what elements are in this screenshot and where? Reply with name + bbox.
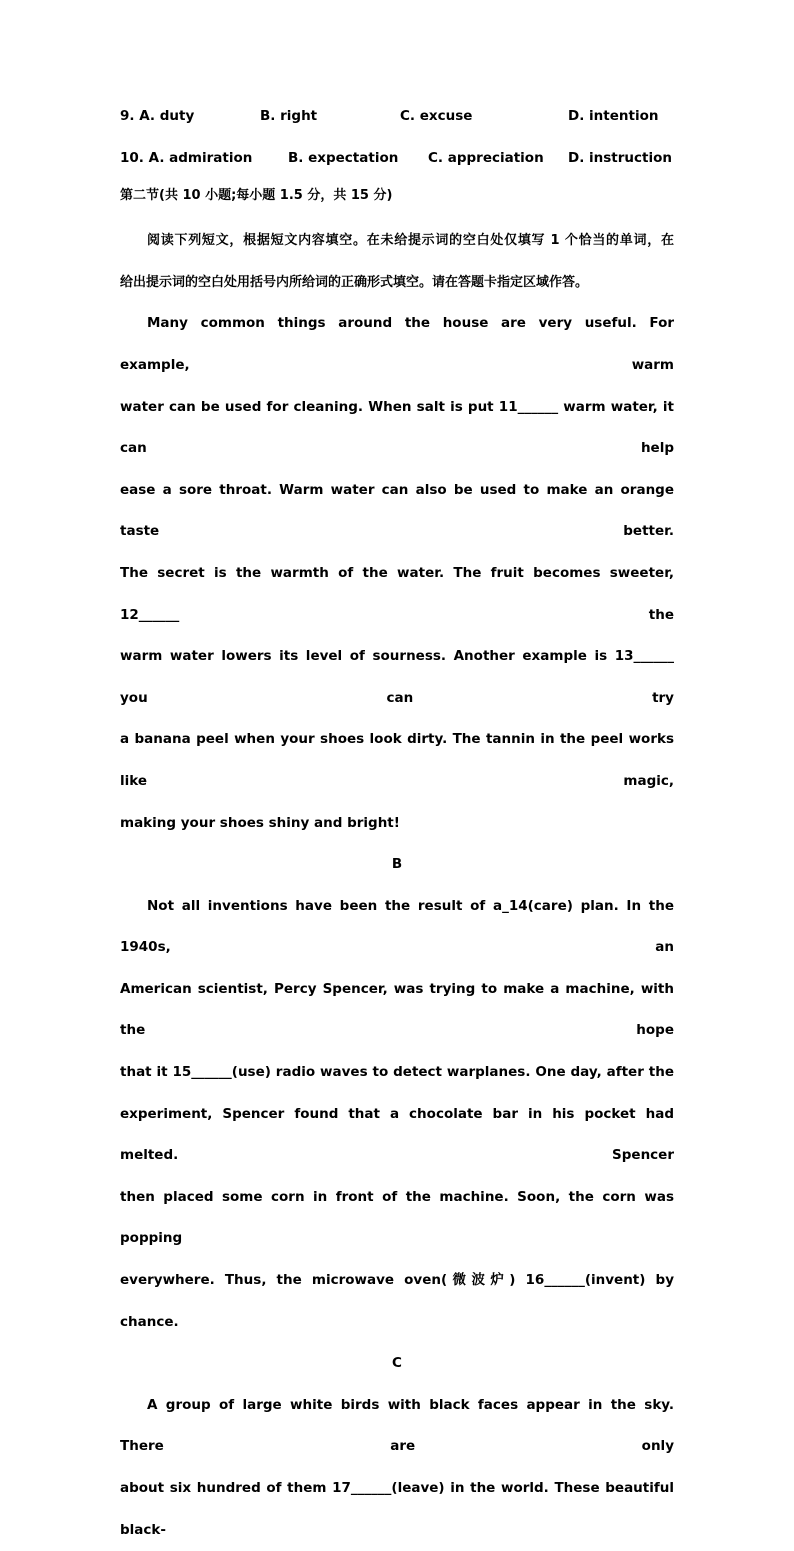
passage-line: then placed some corn in front of the machine. Soon, the corn was popping [120, 1188, 674, 1247]
instruction-line: 阅读下列短文，根据短文内容填空。在未给提示词的空白处仅填写 1 个恰当的单词，在 [147, 233, 674, 249]
passage-b [120, 886, 674, 1344]
passage-line: Not all inventions have been the result of a_14(care) plan. In the 1940s, an [120, 897, 674, 956]
document-page [120, 96, 674, 1551]
passage-line: Many common things around the house are very useful. For example, warm [120, 315, 674, 373]
passage-a [120, 303, 674, 844]
passage-line: everywhere. Thus, the microwave oven(微波炉) 16______(invent) by chance. [120, 1272, 674, 1330]
q10-option-a: 10. A. admiration [120, 149, 253, 166]
passage-line: that it 15______(use) radio waves to detect warplanes. One day, after the [120, 1064, 674, 1081]
passage-line: A group of large white birds with black faces appear in the sky. There are only [120, 1396, 674, 1455]
section-2-title: 第二节(共 10 小题;每小题 1.5 分，共 15 分) [120, 188, 393, 204]
passage-c-label: C [392, 1355, 402, 1372]
q9-option-a: 9. A. duty [120, 108, 195, 124]
passage-line: experiment, Spencer found that a chocolate bar in his pocket had melted. Spencer [120, 1105, 674, 1164]
passage-line: American scientist, Percy Spencer, was trying to make a machine, with the hope [120, 980, 674, 1039]
question-9-options [120, 96, 674, 138]
passage-line: The secret is the warmth of the water. The fruit becomes sweeter, 12______ the [120, 564, 674, 623]
q10-option-d: D. instruction [568, 149, 672, 166]
passage-c [120, 1385, 674, 1551]
passage-b-label: B [391, 856, 403, 873]
passage-line: ease a sore throat. Warm water can also be used to make an orange taste better. [120, 481, 674, 540]
passage-line: making your shoes shiny and bright! [120, 814, 400, 831]
section-2-instructions [120, 220, 674, 303]
question-10-options [120, 138, 674, 180]
passage-line: a banana peel when your shoes look dirty. The tannin in the peel works like magic, [120, 731, 674, 789]
q9-option-d: D. intention [568, 108, 659, 124]
passage-line: water can be used for cleaning. When salt is put 11______ warm water, it can help [120, 398, 674, 457]
q10-option-b: B. expectation [288, 149, 399, 166]
q10-option-c: C. appreciation [428, 149, 544, 166]
instruction-line: 给出提示词的空白处用括号内所给词的正确形式填空。请在答题卡指定区域作答。 [120, 274, 589, 290]
passage-line: about six hundred of them 17______(leave) in the world. These beautiful black- [120, 1480, 674, 1538]
q9-option-c: C. excuse [400, 108, 473, 124]
passage-line: warm water lowers its level of sourness. Another example is 13______ you can try [120, 648, 674, 706]
q9-option-b: B. right [260, 108, 318, 124]
